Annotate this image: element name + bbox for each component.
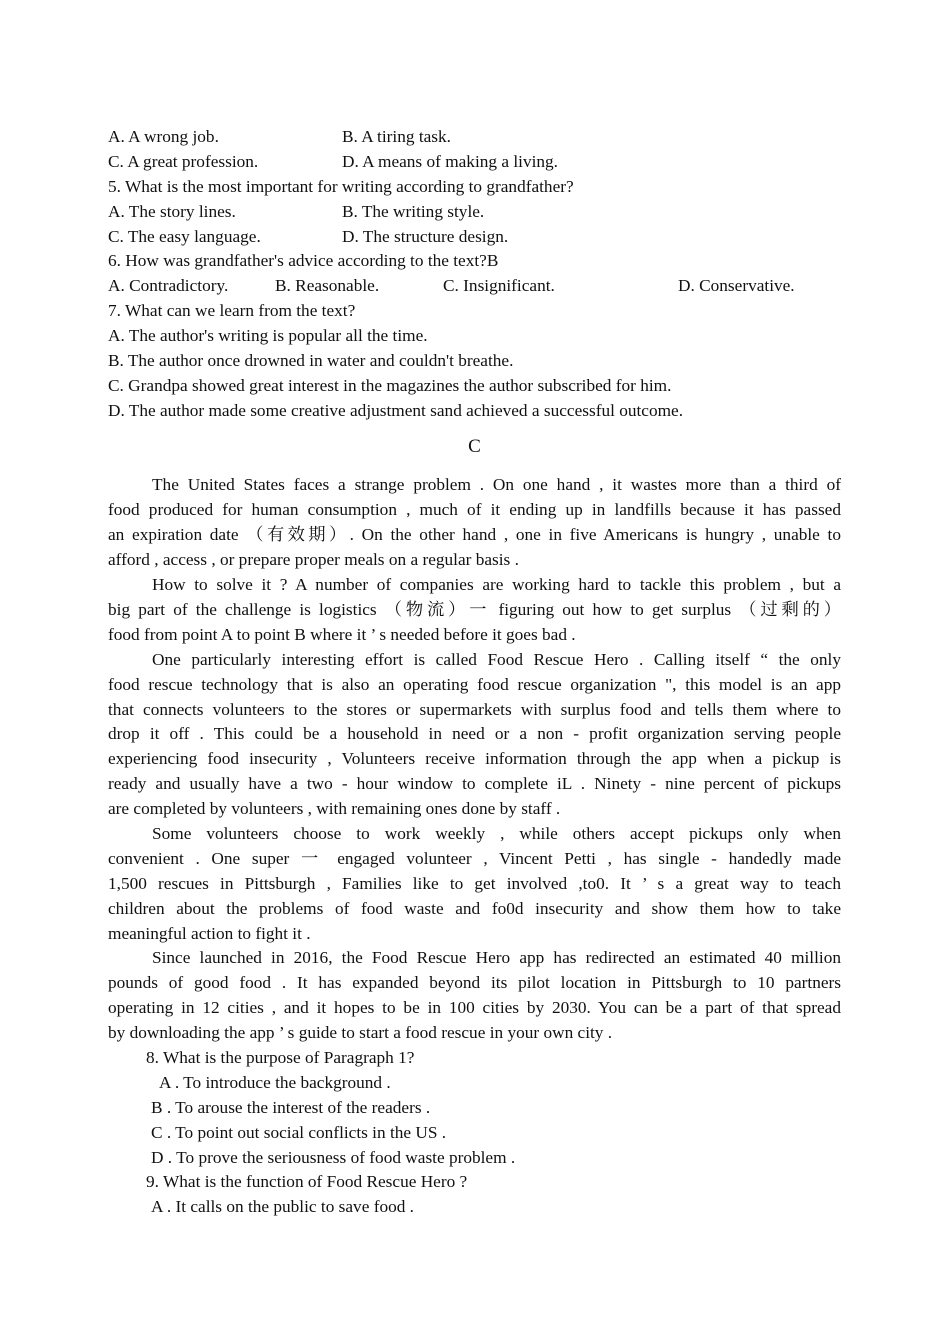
section-heading bbox=[108, 424, 841, 474]
paragraph-line: big part of the challenge is logistics （物流）一 figuring out how to get surplus （过剩的） bbox=[108, 599, 841, 619]
paragraph-line: an expiration date （有效期）. On the other hand , one in five Americans is hungry , unable to bbox=[108, 525, 841, 545]
q6-stem: 6. How was grandfather's advice according to the text?B bbox=[108, 251, 499, 271]
paragraph-1 bbox=[108, 473, 841, 573]
q6-option-a: A. Contradictory. bbox=[108, 276, 229, 296]
q7-option-a: A. The author's writing is popular all the time. bbox=[108, 326, 428, 346]
q5-option-a: A. The story lines. bbox=[108, 201, 236, 221]
q4-option-d: D. A means of making a living. bbox=[342, 151, 558, 171]
paragraph-2 bbox=[108, 573, 841, 648]
q6-options-row bbox=[108, 274, 841, 299]
q4-options-row-2 bbox=[108, 150, 841, 175]
q4-option-c: C. A great profession. bbox=[108, 151, 259, 171]
paragraph-line: Some volunteers choose to work weekly , while others accept pickups only when bbox=[152, 823, 841, 843]
q7-option-d: D. The author made some creative adjustment sand achieved a successful outcome. bbox=[108, 400, 684, 420]
q5-options-row-1 bbox=[108, 200, 841, 225]
paragraph-line: afford , access , or prepare proper meals on a regular basis . bbox=[108, 550, 519, 570]
q5-option-b: B. The writing style. bbox=[342, 201, 485, 221]
q7-option-c: C. Grandpa showed great interest in the magazines the author subscribed for him. bbox=[108, 375, 672, 395]
document-page bbox=[108, 125, 841, 1220]
paragraph-3 bbox=[108, 648, 841, 822]
paragraph-line: operating in 12 cities , and it hopes to be in 100 cities by 2030. You can be a part of that spread bbox=[108, 998, 841, 1018]
paragraph-line: experiencing food insecurity , Volunteers receive information through the app when a pickup is bbox=[108, 749, 841, 769]
q5-option-d: D. The structure design. bbox=[342, 226, 509, 246]
paragraph-line: Since launched in 2016, the Food Rescue Hero app has redirected an estimated 40 million bbox=[152, 948, 841, 968]
q5-stem: 5. What is the most important for writing according to grandfather? bbox=[108, 176, 574, 196]
q6-option-b: B. Reasonable. bbox=[275, 276, 380, 296]
paragraph-line: food produced for human consumption , much of it ending up in landfills because it has passed bbox=[108, 500, 841, 520]
paragraph-line: food from point A to point B where it ’ s needed before it goes bad . bbox=[108, 624, 576, 644]
paragraph-line: by downloading the app ’ s guide to start a food rescue in your own city . bbox=[108, 1023, 613, 1043]
q9-stem: 9. What is the function of Food Rescue Hero ? bbox=[146, 1172, 468, 1192]
paragraph-line: drop it off . This could be a household in need or a non - profit organization serving people bbox=[108, 724, 841, 744]
q8-stem: 8. What is the purpose of Paragraph 1? bbox=[146, 1047, 415, 1067]
paragraph-line: pounds of good food . It has expanded beyond its pilot location in Pittsburgh to 10 partners bbox=[108, 973, 841, 993]
q4-options-row-1 bbox=[108, 125, 841, 150]
paragraph-line: How to solve it ? A number of companies are working hard to tackle this problem , but a bbox=[152, 575, 841, 595]
q5-option-c: C. The easy language. bbox=[108, 226, 261, 246]
paragraph-5 bbox=[108, 946, 841, 1046]
paragraph-line: food rescue technology that is also an operating food rescue organization ", this model is an app bbox=[108, 674, 841, 694]
paragraph-line: that connects volunteers to the stores or supermarkets with surplus food and tells them where to bbox=[108, 699, 841, 719]
q9-option-a: A . It calls on the public to save food . bbox=[151, 1197, 415, 1217]
paragraph-line: meaningful action to fight it . bbox=[108, 923, 311, 943]
section-heading-text: C bbox=[468, 435, 481, 457]
q8-option-c: C . To point out social conflicts in the US . bbox=[151, 1122, 447, 1142]
paragraph-line: The United States faces a strange problem . On one hand , it wastes more than a third of bbox=[152, 475, 841, 495]
q7-stem: 7. What can we learn from the text? bbox=[108, 301, 356, 321]
paragraph-4 bbox=[108, 822, 841, 946]
q7-option-b: B. The author once drowned in water and couldn't breathe. bbox=[108, 351, 514, 371]
q8-option-b: B . To arouse the interest of the readers . bbox=[151, 1097, 431, 1117]
paragraph-line: ready and usually have a two - hour window to complete iL . Ninety - nine percent of pickups bbox=[108, 774, 841, 794]
q4-option-a: A. A wrong job. bbox=[108, 127, 219, 146]
q4-option-b: B. A tiring task. bbox=[342, 127, 451, 146]
paragraph-line: One particularly interesting effort is called Food Rescue Hero . Calling itself “ the only bbox=[152, 649, 841, 669]
q5-options-row-2 bbox=[108, 225, 841, 250]
paragraph-line: convenient . One super 一 engaged volunteer , Vincent Petti , has single - handedly made bbox=[108, 848, 841, 868]
q8-option-d: D . To prove the seriousness of food waste problem . bbox=[151, 1147, 516, 1167]
paragraph-line: are completed by volunteers , with remaining ones done by staff . bbox=[108, 799, 561, 819]
paragraph-line: children about the problems of food waste and fo0d insecurity and show them how to take bbox=[108, 898, 841, 918]
q6-option-c: C. Insignificant. bbox=[443, 276, 555, 296]
q8-option-a: A . To introduce the background . bbox=[159, 1072, 391, 1092]
paragraph-line: 1,500 rescues in Pittsburgh , Families like to get involved ,to0. It ’ s a great way to teach bbox=[108, 873, 841, 893]
q6-option-d: D. Conservative. bbox=[678, 276, 795, 296]
